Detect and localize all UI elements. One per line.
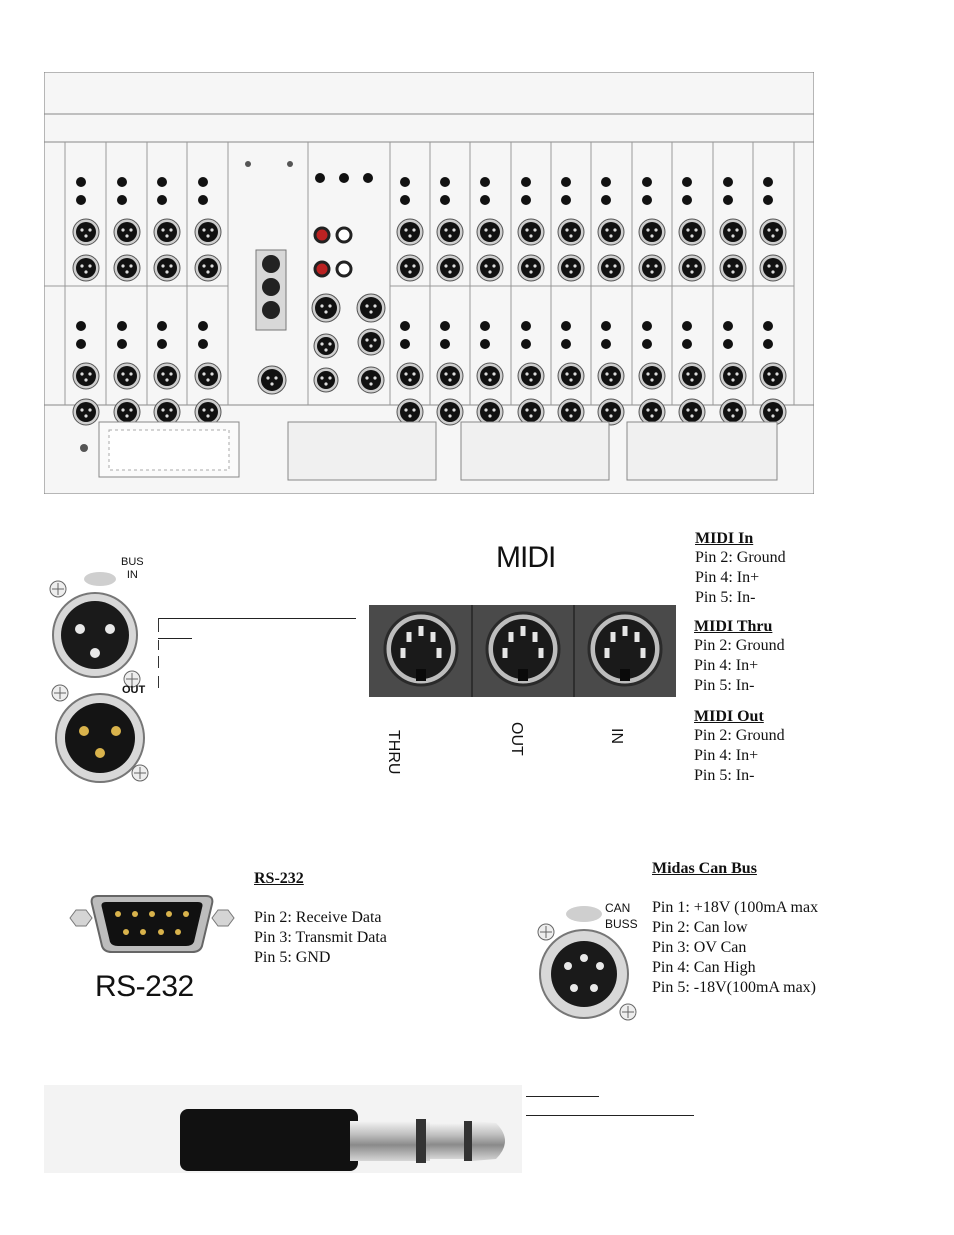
channel-switch-icon: [363, 173, 373, 183]
xlr-output-icon: [679, 255, 705, 281]
channel-switch-icon: [642, 177, 652, 187]
channel-switch-icon: [561, 195, 571, 205]
xlr-output-icon: [477, 399, 503, 425]
xlr-input-icon: [477, 363, 503, 389]
xlr-output-icon: [558, 255, 584, 281]
xlr-input-icon: [437, 219, 463, 245]
xlr-output-icon: [437, 255, 463, 281]
channel-switch-icon: [198, 321, 208, 331]
channel-switch-icon: [339, 173, 349, 183]
channel-switch-icon: [763, 339, 773, 349]
midi-in-din-icon: [589, 613, 661, 685]
midi-panel: [369, 605, 676, 697]
xlr-output-icon: [437, 399, 463, 425]
channel-switch-icon: [315, 173, 325, 183]
midi-out-block: [694, 708, 785, 786]
xlr-input-icon: [598, 219, 624, 245]
midi-out-pin-3: Pin 5: In-: [694, 767, 755, 784]
xlr-output-icon: [720, 255, 746, 281]
can-bus-label-line2: BUSS: [605, 917, 638, 931]
xlr-input-icon: [760, 363, 786, 389]
midi-out-din-icon: [487, 613, 559, 685]
channel-switch-icon: [521, 321, 531, 331]
xlr-output-icon: [154, 399, 180, 425]
channel-switch-icon: [117, 339, 127, 349]
rule-line-2: [158, 638, 192, 639]
can-bus-pin-1: Pin 1: +18V (100mA max: [652, 899, 819, 916]
channel-switch-icon: [198, 339, 208, 349]
jack-rule-2: [526, 1115, 694, 1116]
channel-switch-icon: [561, 339, 571, 349]
panel-din-icon: [262, 255, 280, 273]
channel-switch-icon: [561, 177, 571, 187]
channel-switch-icon: [561, 321, 571, 331]
xlr-output-icon: [477, 255, 503, 281]
xlr-aux-icon: [312, 294, 340, 322]
xlr-output-icon: [114, 255, 140, 281]
channel-switch-icon: [682, 339, 692, 349]
jack-plug-svg: [44, 1085, 522, 1173]
rs232-block: [254, 870, 387, 968]
midi-in-block: [695, 530, 786, 608]
xlr-output-icon: [73, 399, 99, 425]
channel-switch-icon: [76, 177, 86, 187]
channel-switch-icon: [642, 339, 652, 349]
rule-tick-1: [158, 618, 159, 632]
xlr-aux-icon: [358, 329, 384, 355]
xlr-input-icon: [154, 219, 180, 245]
channel-switch-icon: [763, 321, 773, 331]
xlr-input-icon: [195, 219, 221, 245]
rca-jack-icon: [315, 262, 329, 276]
bus-in-label-line2: IN: [126, 569, 138, 581]
midi-in-heading: MIDI In: [695, 530, 754, 547]
xlr-output-icon: [558, 399, 584, 425]
xlr-output-icon: [760, 255, 786, 281]
channel-switch-icon: [400, 339, 410, 349]
xlr-input-icon: [720, 363, 746, 389]
channel-switch-icon: [117, 195, 127, 205]
channel-switch-icon: [763, 177, 773, 187]
channel-switch-icon: [480, 177, 490, 187]
xlr-input-icon: [679, 219, 705, 245]
channel-switch-icon: [76, 195, 86, 205]
midi-port-label-out: OUT: [508, 722, 525, 756]
midi-thru-block: [694, 618, 785, 696]
xlr-aux-icon: [314, 368, 338, 392]
xlr-output-icon: [114, 399, 140, 425]
channel-switch-icon: [440, 195, 450, 205]
channel-switch-icon: [400, 195, 410, 205]
xlr-input-icon: [114, 219, 140, 245]
channel-switch-icon: [117, 321, 127, 331]
xlr-input-icon: [760, 219, 786, 245]
channel-switch-icon: [521, 339, 531, 349]
channel-switch-icon: [601, 195, 611, 205]
can-bus-block: [652, 860, 818, 998]
midi-out-pin-1: Pin 2: Ground: [694, 727, 785, 744]
channel-switch-icon: [723, 177, 733, 187]
midi-out-pin-2: Pin 4: In+: [694, 747, 759, 764]
rule-tick-2: [158, 640, 159, 650]
channel-switch-icon: [117, 177, 127, 187]
can-bus-label-line1: CAN: [605, 901, 631, 915]
jack-rule-1: [526, 1096, 599, 1097]
bus-in-label: [121, 556, 144, 582]
rca-jack-icon: [337, 228, 351, 242]
rs232-pin-1: Pin 2: Receive Data: [254, 909, 382, 926]
midi-in-pin-3: Pin 5: In-: [695, 589, 756, 606]
xlr-input-icon: [639, 363, 665, 389]
channel-switch-icon: [723, 339, 733, 349]
xlr-output-icon: [195, 255, 221, 281]
channel-switch-icon: [440, 177, 450, 187]
rs232-pin-2: Pin 3: Transmit Data: [254, 929, 387, 946]
xlr-output-icon: [598, 255, 624, 281]
can-bus-pin-3: Pin 3: OV Can: [652, 939, 747, 956]
channel-switch-icon: [682, 195, 692, 205]
midi-thru-heading: MIDI Thru: [694, 618, 773, 635]
channel-switch-icon: [480, 195, 490, 205]
channel-switch-icon: [480, 339, 490, 349]
rs232-connector: [62, 890, 242, 960]
xlr-input-icon: [558, 363, 584, 389]
xlr-output-icon: [397, 255, 423, 281]
channel-switch-icon: [157, 339, 167, 349]
midi-thru-pin-2: Pin 4: In+: [694, 657, 759, 674]
midi-port-label-in: IN: [608, 728, 625, 744]
xlr-output-icon: [639, 255, 665, 281]
xlr-input-icon: [195, 363, 221, 389]
xlr-output-icon: [397, 399, 423, 425]
bus-xlr-connectors: [40, 553, 160, 793]
rs232-heading: RS-232: [254, 870, 304, 887]
output-module-3: [627, 422, 777, 480]
can-bus-pin-2: Pin 2: Can low: [652, 919, 748, 936]
xlr-output-icon: [639, 399, 665, 425]
xlr-output-icon: [518, 255, 544, 281]
panel-din-icon: [262, 301, 280, 319]
xlr-input-icon: [518, 219, 544, 245]
output-module-2: [461, 422, 609, 480]
jack-plug-image: [44, 1085, 522, 1173]
channel-switch-icon: [198, 177, 208, 187]
channel-switch-icon: [723, 321, 733, 331]
rule-line-1: [158, 618, 356, 619]
midi-thru-pin-1: Pin 2: Ground: [694, 637, 785, 654]
channel-switch-icon: [601, 321, 611, 331]
xlr-output-icon: [518, 399, 544, 425]
xlr-aux-icon: [314, 334, 338, 358]
xlr-input-icon: [518, 363, 544, 389]
xlr-input-icon: [73, 363, 99, 389]
midi-in-pin-1: Pin 2: Ground: [695, 549, 786, 566]
xlr-output-icon: [598, 399, 624, 425]
xlr-input-icon: [437, 363, 463, 389]
bus-xlr-svg: [40, 553, 160, 793]
xlr-bus-icon: [258, 366, 286, 394]
xlr-input-icon: [720, 219, 746, 245]
channel-switch-icon: [723, 195, 733, 205]
xlr-input-icon: [154, 363, 180, 389]
channel-switch-icon: [521, 195, 531, 205]
channel-switch-icon: [157, 195, 167, 205]
xlr-input-icon: [558, 219, 584, 245]
xlr-output-icon: [720, 399, 746, 425]
xlr-input-icon: [598, 363, 624, 389]
xlr-output-icon: [195, 399, 221, 425]
rear-panel-diagram: [44, 72, 814, 494]
channel-switch-icon: [400, 177, 410, 187]
bus-in-label-line1: BUS: [121, 556, 144, 568]
output-module-1: [288, 422, 436, 480]
channel-switch-icon: [682, 177, 692, 187]
bus-out-label: OUT: [122, 684, 146, 696]
rule-tick-3: [158, 656, 159, 668]
xlr-input-icon: [477, 219, 503, 245]
xlr-input-icon: [114, 363, 140, 389]
channel-switch-icon: [480, 321, 490, 331]
channel-switch-icon: [157, 177, 167, 187]
panel-din-icon: [262, 278, 280, 296]
midi-title: MIDI: [496, 541, 556, 574]
midi-thru-pin-3: Pin 5: In-: [694, 677, 755, 694]
xlr-output-icon: [73, 255, 99, 281]
xlr-aux-icon: [357, 294, 385, 322]
xlr-output-icon: [154, 255, 180, 281]
rca-jack-icon: [337, 262, 351, 276]
channel-switch-icon: [763, 195, 773, 205]
xlr-aux-icon: [358, 367, 384, 393]
xlr-input-icon: [679, 363, 705, 389]
can-bus-heading: Midas Can Bus: [652, 860, 757, 877]
midi-thru-din-icon: [385, 613, 457, 685]
xlr-input-icon: [397, 219, 423, 245]
xlr-input-icon: [73, 219, 99, 245]
channel-switch-icon: [521, 177, 531, 187]
can-bus-pin-4: Pin 4: Can High: [652, 959, 756, 976]
xlr-output-icon: [679, 399, 705, 425]
rule-tick-4: [158, 676, 159, 688]
midi-panel-svg: [369, 605, 676, 697]
ground-screw-icon: [80, 444, 88, 452]
rca-jack-icon: [315, 228, 329, 242]
midi-in-pin-2: Pin 4: In+: [695, 569, 760, 586]
channel-switch-icon: [76, 321, 86, 331]
xlr-output-icon: [760, 399, 786, 425]
channel-switch-icon: [601, 177, 611, 187]
midi-port-label-thru: THRU: [385, 730, 402, 775]
channel-switch-icon: [76, 339, 86, 349]
channel-switch-icon: [601, 339, 611, 349]
rs232-connector-label: RS-232: [95, 970, 194, 1003]
channel-switch-icon: [682, 321, 692, 331]
channel-switch-icon: [198, 195, 208, 205]
midi-out-heading: MIDI Out: [694, 708, 764, 725]
channel-switch-icon: [400, 321, 410, 331]
xlr-input-icon: [397, 363, 423, 389]
channel-switch-icon: [440, 321, 450, 331]
rs232-pin-3: Pin 5: GND: [254, 949, 331, 966]
rs232-connector-svg: [62, 890, 242, 960]
channel-switch-icon: [642, 195, 652, 205]
rear-panel-svg: [44, 72, 814, 494]
can-bus-label: [605, 900, 638, 932]
channel-switch-icon: [440, 339, 450, 349]
channel-switch-icon: [157, 321, 167, 331]
can-bus-pin-5: Pin 5: -18V(100mA max): [652, 979, 816, 996]
channel-switch-icon: [642, 321, 652, 331]
xlr-input-icon: [639, 219, 665, 245]
